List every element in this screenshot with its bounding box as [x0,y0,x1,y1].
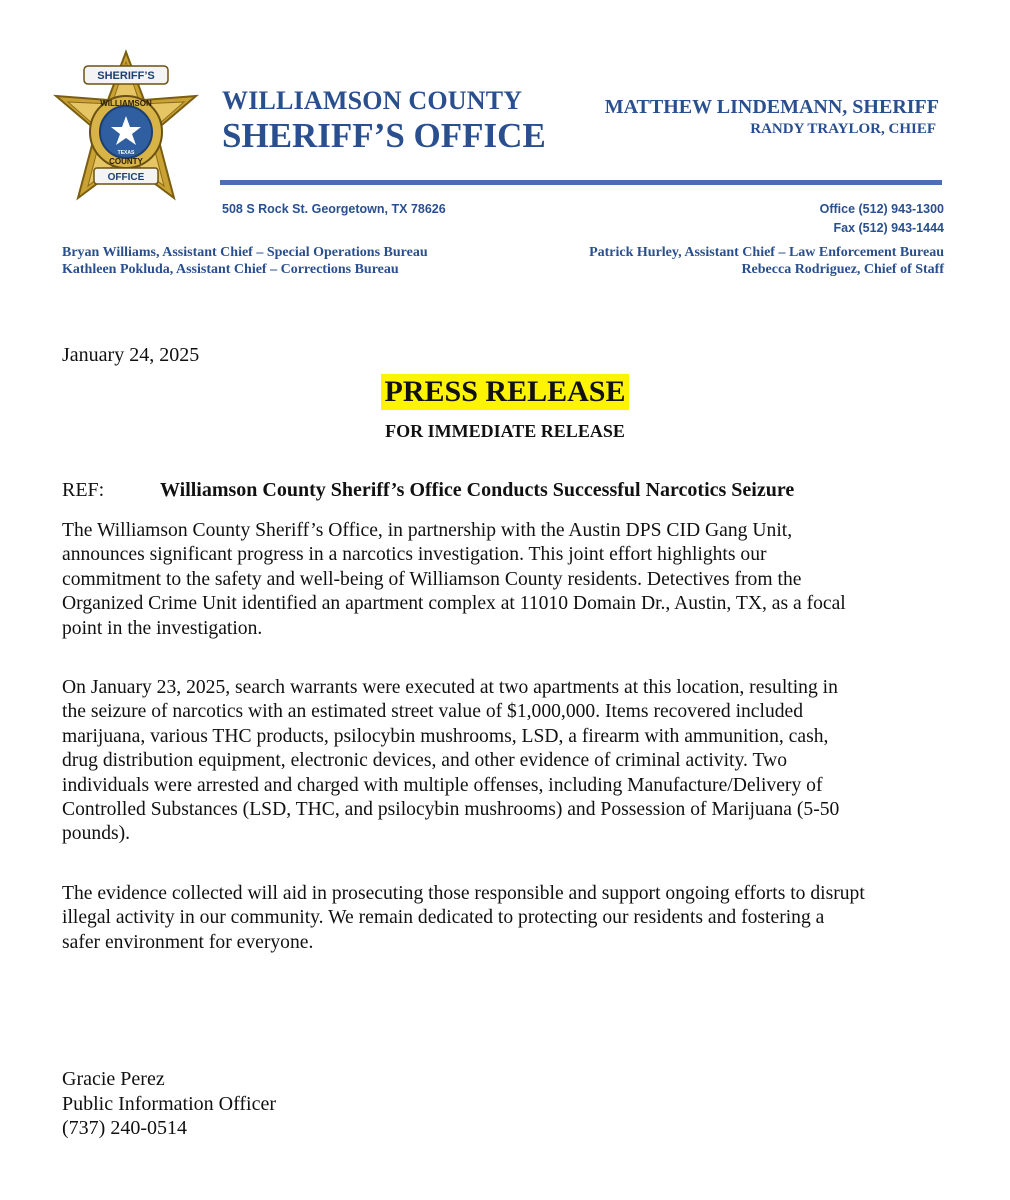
paragraph-line: the seizure of narcotics with an estimated street value of $1,000,000. Items recovered included [62,701,804,723]
signature-phone: (737) 240-0514 [62,1117,187,1139]
badge-ring-top-text: WILLIAMSON [100,99,152,108]
signature-title: Public Information Officer [62,1092,277,1115]
ref-label: REF: [62,479,105,501]
immediate-release-label: FOR IMMEDIATE RELEASE [385,421,625,441]
badge-ring-bottom-text: COUNTY [109,157,143,166]
badge-bottom-text: OFFICE [107,172,145,183]
press-release-heading [0,374,1010,410]
fax-number: Fax (512) 943-1444 [833,221,944,235]
staff-left-2: Kathleen Pokluda, Assistant Chief – Corrections Bureau [62,262,399,277]
chief-name: RANDY TRAYLOR, CHIEF [750,121,936,137]
paragraph-line: point in the investigation. [62,617,263,639]
paragraph-line: marijuana, various THC products, psilocybin mushrooms, LSD, a firearm with ammunition, cash, [62,725,829,747]
press-release-title: PRESS RELEASE [381,374,630,410]
badge-state-text: TEXAS [117,150,135,156]
paragraph-line: commitment to the safety and well-being of Williamson County residents. Detectives from the [62,568,802,590]
paragraph-line: drug distribution equipment, electronic devices, and other evidence of criminal activity. Two [62,750,788,772]
org-name-line2: SHERIFF’S OFFICE [222,116,546,155]
paragraph-line: safer environment for everyone. [62,931,314,953]
signature-block [62,1067,276,1141]
letterhead-divider [220,180,942,185]
release-date: January 24, 2025 [62,344,200,366]
staff-right-2: Rebecca Rodriguez, Chief of Staff [741,262,944,277]
paragraph-line: Organized Crime Unit identified an apartment complex at 11010 Domain Dr., Austin, TX, as a focal [62,593,846,615]
paragraph-line: announces significant progress in a narcotics investigation. This joint effort highlights our [62,544,767,566]
ref-title: Williamson County Sheriff’s Office Conducts Successful Narcotics Seizure [160,479,795,501]
office-phone: Office (512) 943-1300 [819,202,944,216]
body-paragraph-1 [62,519,962,641]
org-name-line1: WILLIAMSON COUNTY [222,86,523,115]
paragraph-line: On January 23, 2025, search warrants were executed at two apartments at this location, resulting in [62,677,838,698]
staff-right-1: Patrick Hurley, Assistant Chief – Law Enforcement Bureau [589,245,944,260]
body-paragraph-3 [62,882,962,955]
signature-name: Gracie Perez [62,1068,165,1090]
paragraph-line: The Williamson County Sheriff’s Office, in partnership with the Austin DPS CID Gang Unit, [62,520,793,541]
paragraph-line: The evidence collected will aid in prosecuting those responsible and support ongoing efforts to disrupt [62,883,865,904]
body-paragraph-2 [62,676,962,847]
paragraph-line: pounds). [62,823,131,845]
staff-left-1: Bryan Williams, Assistant Chief – Special Operations Bureau [62,245,428,260]
paragraph-line: illegal activity in our community. We remain dedicated to protecting our residents and fostering a [62,907,825,929]
badge-top-text: SHERIFF’S [97,70,155,82]
paragraph-line: individuals were arrested and charged with multiple offenses, including Manufacture/Delivery of [62,774,823,796]
sheriff-badge-logo [46,48,206,208]
office-address: 508 S Rock St. Georgetown, TX 78626 [222,202,446,216]
sheriff-name: MATTHEW LINDEMANN, SHERIFF [604,96,939,118]
paragraph-line: Controlled Substances (LSD, THC, and psilocybin mushrooms) and Possession of Marijuana (5-50 [62,799,840,821]
